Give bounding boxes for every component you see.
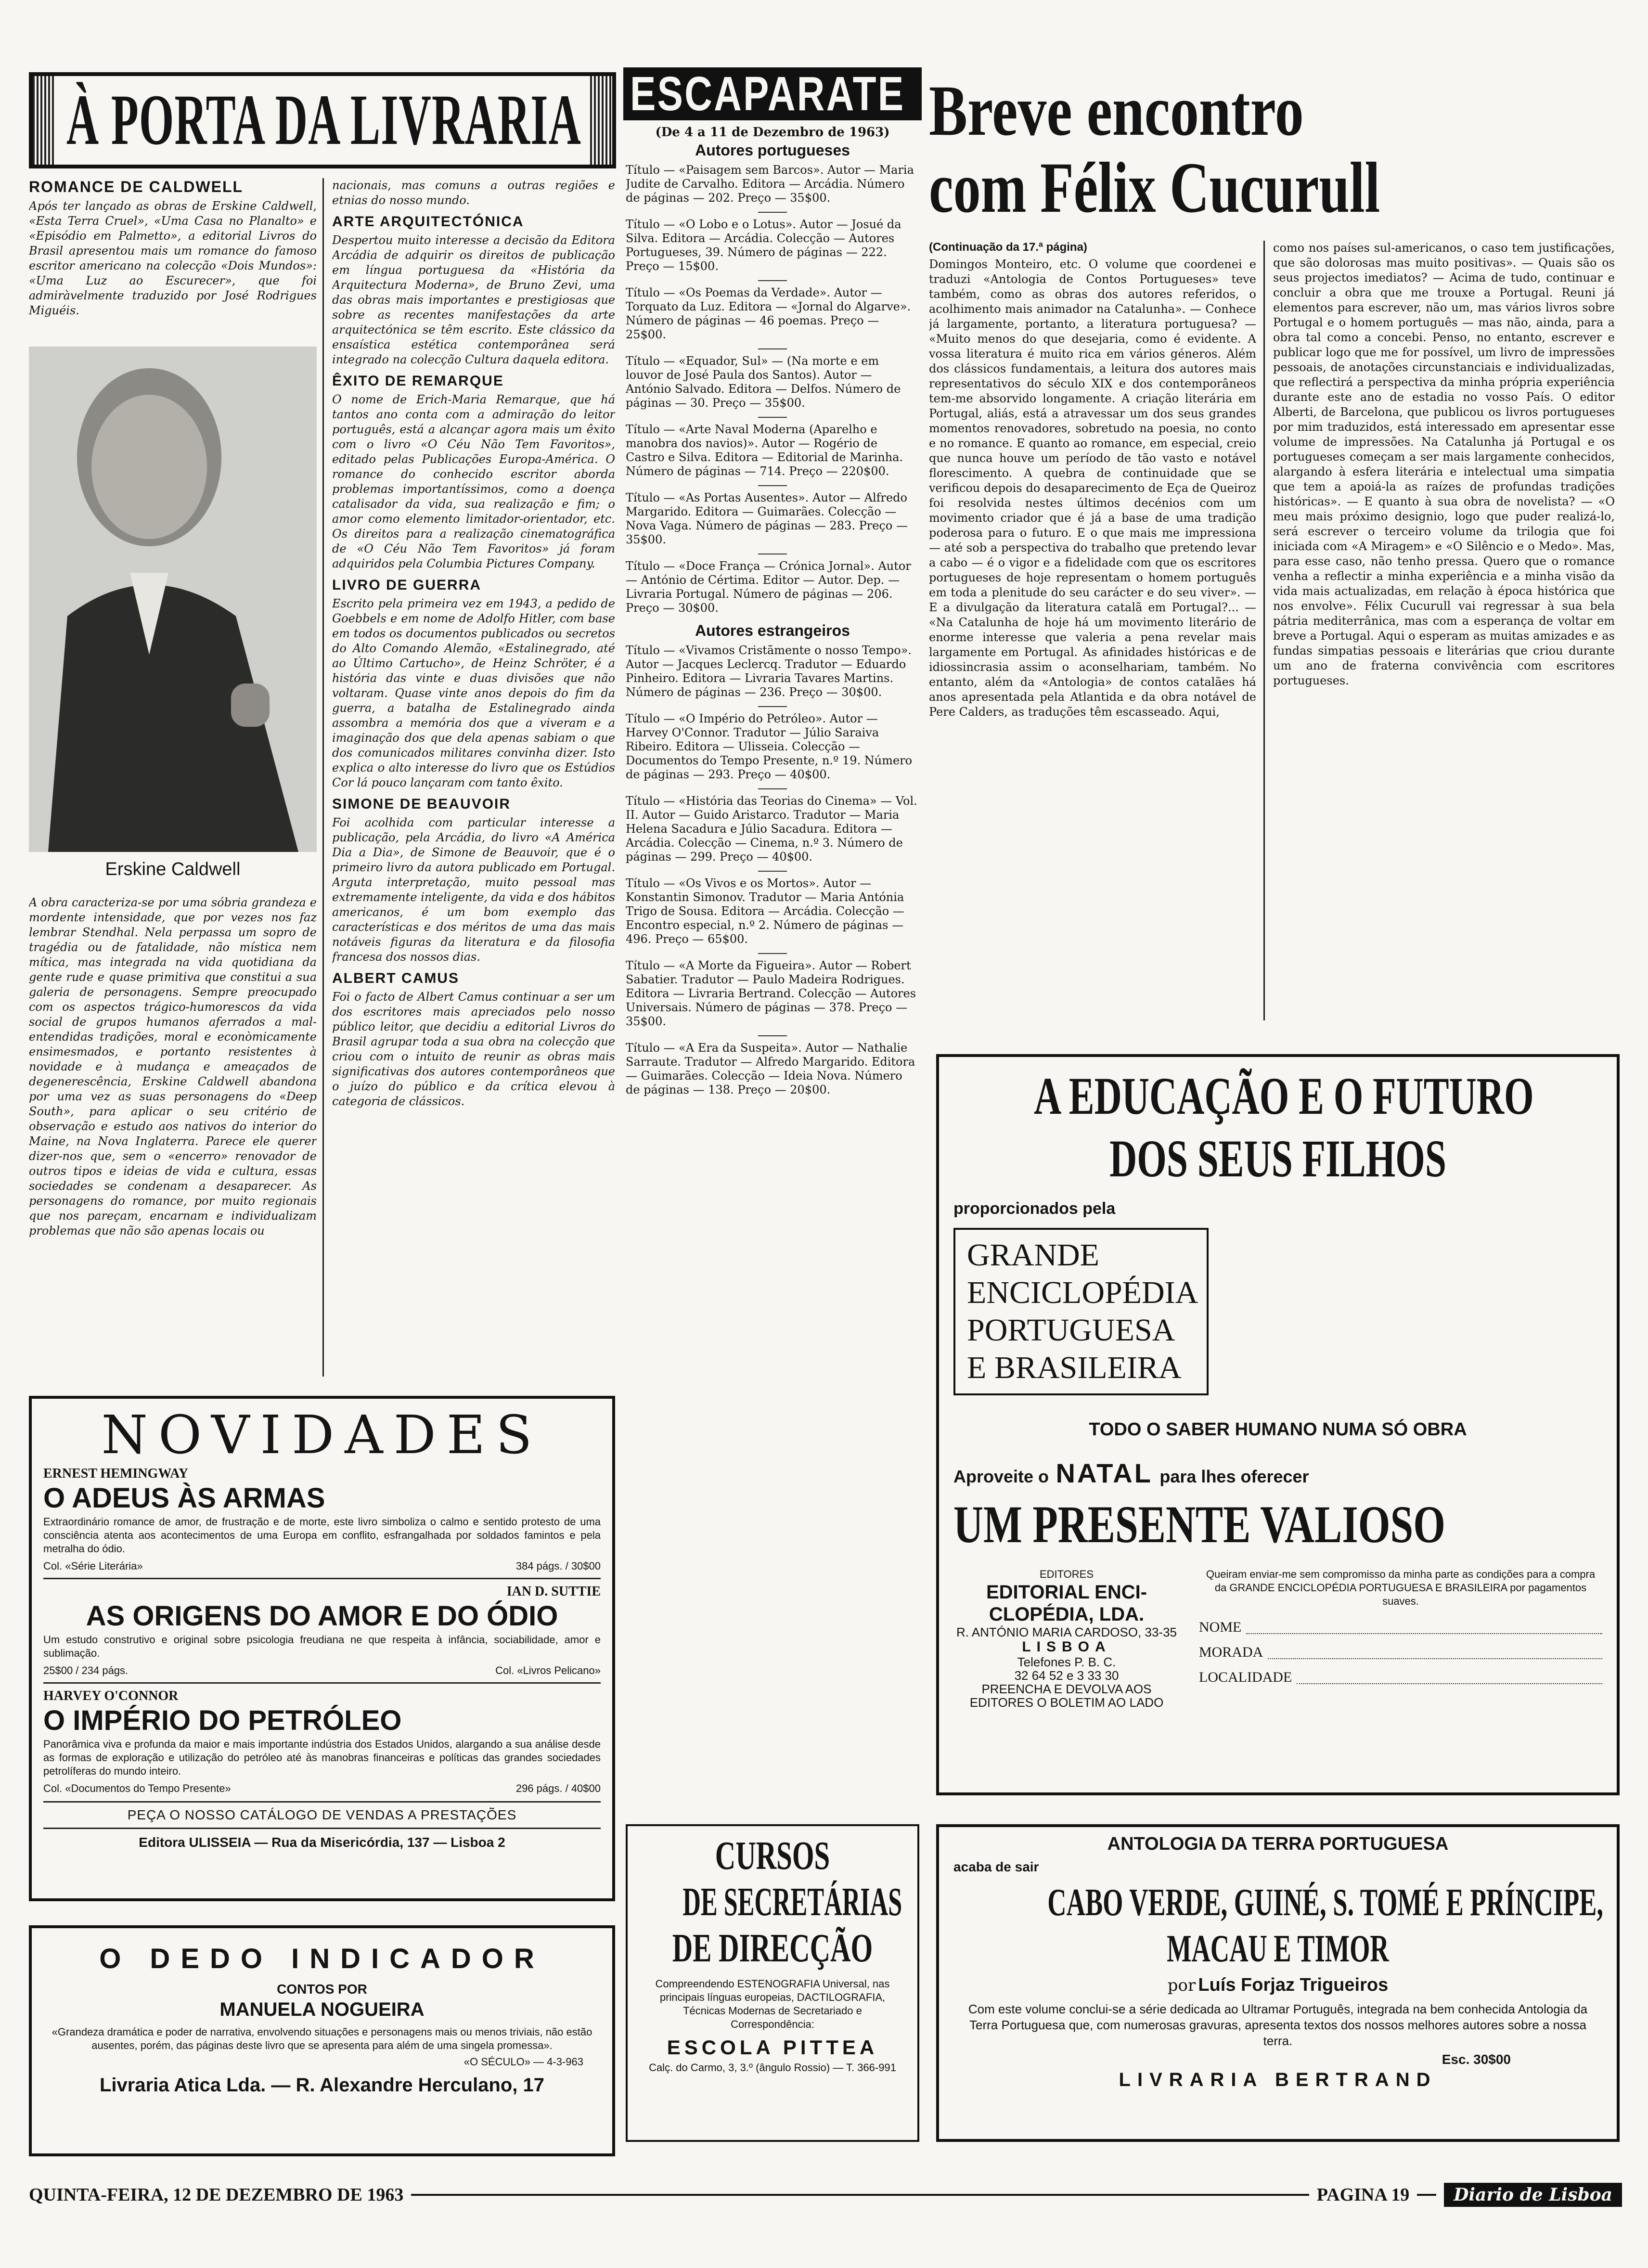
novidades-price-3: 296 págs. / 40$00 bbox=[515, 1782, 601, 1794]
porta-column-2 bbox=[332, 178, 615, 1377]
enc-box bbox=[953, 1228, 1209, 1395]
antologia-t1: CABO VERDE, GUINÉ, S. TOMÉ E PRÍNCIPE, bbox=[1047, 1881, 1603, 1924]
novidades-title-3: O IMPÉRIO DO PETRÓLEO bbox=[43, 1705, 402, 1736]
breve-text-2: como nos países sul-americanos, o caso tem justificações, que são dolorosas mas muito positivas». — Quais são os seus projectos imediatos? — Acima de tudo, continuar e concluir a obra que me trouxe a Portugal. Reuni já elementos para escrever, não um, mas vários livros sobre Portugal e o homem português — mas não, ainda, para a obra tal como a concebi. Penso, no entanto, escrever e publicar logo que me for possível, um livro de impressões pessoais, de anotações circunstanciais e individualizadas, que reflectirá a perspectiva da minha própria experiência durante este ano de estadia no vosso País. O editor Alberti, de Barcelona, que publicou os livros portugueses por mim traduzidos, está interessado em apresentar esse volume de impressões. Na Catalunha já Portugal e os portugueses começam a ser mais largamente conhecidos, alargando à esfera literária e intelectual uma simpatia que tem a apoiá-la as raízes de profundas tradições históricas». — E quanto à sua obra de novelista? — «O meu mais próximo designio, logo que puder realizá-lo, será escrever o terceiro volume da trilogia que foi iniciada com «A Miragem» e «O Silêncio e o Medo». Mas, para esse caso, não tenho pressa. Quero que o romance venha a reflectir a minha experiência e a minha visão da vida mais actualizadas, em relação à época histórica que nos envolve». Félix Cucurull vai regressar à sua bela pátria mediterrânica, mas com a esperança de voltar em breve a Portugal. Aqui o esperam as muitas amizades e as fundas simpatias pessoais e literárias que criou durante um ano de fraterna convivência com escritores portugueses. bbox=[1273, 241, 1615, 687]
dedo-contos: CONTOS POR bbox=[277, 1982, 367, 1997]
photo-caption-box bbox=[29, 859, 317, 888]
educacao-presente: UM PRESENTE VALIOSO bbox=[953, 1495, 1445, 1554]
novidades-price-1: 384 págs. / 30$00 bbox=[515, 1560, 601, 1572]
escaparate-entry-port-1: Título — «O Lobo e o Lotus». Autor — Josué da Silva. Editora — Arcádia. Colecção — Autores Portugueses, 39. Número de páginas — 222. Preço — 15$00. bbox=[626, 218, 901, 273]
escaparate-portugueses-heading: Autores portugueses bbox=[695, 142, 850, 159]
escaparate-entry-estr-5: Título — «A Era da Suspeita». Autor — Nathalie Sarraute. Tradutor — Alfredo Margarido. Editora — Guimarães. Colecção — Ideia Nova. Número de páginas — 138. Preço — 20$00. bbox=[626, 1041, 915, 1096]
editores-tel: 32 64 52 e 3 33 30 bbox=[1014, 1668, 1119, 1683]
escaparate-entry-estr-0: Título — «Vivamos Cristãmente o nosso Tempo». Autor — Jacques Leclercq. Tradutor — Eduardo Pinheiro. Editora — Livraria Tavares Martins. Número de páginas — 236. Preço — 30$00. bbox=[626, 644, 912, 699]
editores-label: EDITORES bbox=[1039, 1568, 1094, 1580]
escaparate-sep bbox=[758, 953, 787, 954]
antologia-desc: Com este volume conclui-se a série dedicada ao Ultramar Português, integrada na bem conhecida Antologia da Terra Portuguesa que, com numerosas gravuras, apresenta textos dos nossos melhores autores sobre a nossa terra. bbox=[968, 2002, 1588, 2048]
cursos-title-3: DE DIRECÇÃO bbox=[672, 1926, 873, 1971]
field-nome-label: NOME bbox=[1199, 1619, 1242, 1635]
novidades-col-3: Col. «Documentos do Tempo Presente» bbox=[43, 1782, 231, 1794]
escaparate-sep bbox=[758, 706, 787, 707]
photo-caption: Erskine Caldwell bbox=[105, 859, 241, 879]
masthead-hatch-right bbox=[590, 76, 612, 165]
aprov-a: Aproveite o bbox=[953, 1467, 1049, 1486]
escaparate-entry-port-0: Título — «Paisagem sem Barcos». Autor — Maria Judite de Carvalho. Editora — Arcádia. Número de páginas — 202. Preço — 35$00. bbox=[626, 163, 914, 205]
novidades-catalog: PEÇA O NOSSO CATÁLOGO DE VENDAS A PRESTAÇÕES bbox=[127, 1807, 517, 1822]
novidades-author-3: HARVEY O'CONNOR bbox=[43, 1688, 179, 1703]
novidades-divider-3 bbox=[43, 1801, 601, 1803]
escaparate-sep bbox=[758, 417, 787, 418]
escaparate-sep bbox=[758, 485, 787, 486]
aprov-b: para lhes oferecer bbox=[1159, 1467, 1309, 1486]
antologia-por bbox=[939, 1975, 1617, 1996]
educacao-aproveite bbox=[953, 1457, 1617, 1489]
aprov-natal: NATAL bbox=[1056, 1458, 1153, 1488]
escaparate-entry-port-6: Título — «Doce França — Crónica Jornal». Autor — António de Cértima. Editor — Autor. Dep. — Livraria Portugal. Número de páginas — 206. Preço — 30$00. bbox=[626, 559, 911, 615]
novidades-col-1: Col. «Série Literária» bbox=[43, 1560, 143, 1572]
editores-tel-label: Telefones P. B. C. bbox=[1017, 1655, 1116, 1669]
educacao-title-2: DOS SEUS FILHOS bbox=[1109, 1129, 1446, 1188]
portrait-illustration bbox=[29, 347, 317, 852]
masthead-hatch-left bbox=[33, 76, 55, 165]
page-footer bbox=[29, 2178, 1622, 2212]
antologia-title: ANTOLOGIA DA TERRA PORTUGUESA bbox=[1107, 1834, 1449, 1854]
section-title-caldwell: ROMANCE DE CALDWELL bbox=[29, 178, 244, 195]
dedo-author: MANUELA NOGUEIRA bbox=[219, 1999, 425, 2020]
section-title-arquitectonica: ARTE ARQUITECTÓNICA bbox=[332, 214, 524, 230]
novidades-title: NOVIDADES bbox=[101, 1404, 543, 1466]
editores-addr: R. ANTÓNIO MARIA CARDOSO, 33-35 bbox=[956, 1625, 1177, 1639]
antologia-footer: LIVRARIA BERTRAND bbox=[1119, 2069, 1437, 2090]
escaparate-entry-port-3: Título — «Equador, Sul» — (Na morte e em louvor de José Paula dos Santos). Autor — António Salvado. Editora — Delfos. Número de páginas — 30. Preço — 35$00. bbox=[626, 354, 901, 410]
escaparate-sep bbox=[758, 871, 787, 872]
breve-text-1: Domingos Monteiro, etc. O volume que coordenei e traduzi «Antologia de Contos Portugueses» teve também, como as obras dos autores referidos, o acolhimento mais animador na Catalunha». — Conhece já largamente, portanto, a literatura portuguesa? — «Muito menos do que desejaria, como é evidente. A vossa literatura é muito rica em vários géneros. Além dos clássicos fundamentais, a leitura dos autores mais representativos do século XIX e dos contemporâneos tem-me absorvido longamente. A criação literária em Portugal, aliás, está a atravessar um dos seus grandes momentos renovadores, sobretudo na poesia, no conto e no romance. E quanto ao romance, em especial, creio que nunca houve um período de tão vasto e notável florescimento. A quebra de continuidade que se verificou depois do desaparecimento de Eça de Queiroz foi resolvida nestes últimos decénios com um movimento criador que é já a base de uma tradição poderosa para o futuro. E o que mais me impressiona — até sob a perspectiva do trabalho que pretendo levar a cabo — é o vigor e a fidelidade com que os escritores portugueses de hoje representam o homem português em toda a plenitude do seu carácter e do seu viver». — E a divulgação da literatura catalã em Portugal?... — «Na Catalunha de hoje há um movimento literário de enorme interesse que valeria a pena revelar mais largamente em Portugal. As afinidades históricas e de idiossincrasia assim o aconselhariam, também. No entanto, além da «Antologia» de contos catalães há anos apresentada pela Atlantida e da obra notável de Pere Calders, as traduções têm escasseado. Aqui, bbox=[929, 258, 1256, 719]
editores-name-1: EDITORIAL ENCI- bbox=[986, 1582, 1147, 1603]
breve-column-1 bbox=[929, 241, 1256, 1020]
section-text-guerra: Escrito pela primeira vez em 1943, a pedido de Goebbels e em nome de Adolfo Hitler, com base em todos os documentos publicados ou secretos do Alto Comando Alemão, «Estalinegrado, até ao Último Cartucho», de Heinz Schröter, é a história das vinte e duas divisões que não voltaram. Quase vinte anos depois do fim da guerra, a batalha de Estalinegrado ainda assombra a memória dos que a viveram e a imaginação dos que dela apenas sabiam o que dos comunicados militares convinha dizer. Isto explica o alto interesse do livro que os Estúdios Cor lá pouco lançaram com tanto êxito. bbox=[332, 597, 615, 789]
educacao-todo: TODO O SABER HUMANO NUMA SÓ OBRA bbox=[1089, 1419, 1467, 1440]
footer-paper: Diario de Lisboa bbox=[1454, 2185, 1612, 2205]
editores-city: LISBOA bbox=[1022, 1639, 1111, 1655]
escaparate-sep bbox=[758, 348, 787, 349]
ad-cursos bbox=[626, 1824, 919, 2142]
antologia-por-a: por bbox=[1167, 1976, 1196, 1995]
editores-block bbox=[953, 1568, 1180, 1709]
dedo-source: «O SÉCULO» — 4-3-963 bbox=[464, 2056, 583, 2068]
cursos-title-2: DE SECRETÁRIAS bbox=[682, 1880, 902, 1924]
section-text-arquitectonica: Despertou muito interesse a decisão da Editora Arcádia de adquirir os direitos de publicação em língua portuguesa da «História da Arquitectura Moderna», de Bruno Zevi, uma das obras mais importantes e prestigiosas que sobre as recentes manifestações da arte arquitectónica se têm escrito. Este clássico da ensaística estética contemporânea será integrado na colecção Cultura daquela editora. bbox=[332, 233, 615, 366]
footer-date: QUINTA-FEIRA, 12 DE DEZEMBRO DE 1963 bbox=[29, 2185, 404, 2205]
educacao-prop: proporcionados pela bbox=[953, 1199, 1116, 1218]
editores-form-note: PREENCHA E DEVOLVA AOS EDITORES O BOLETIM AO LADO bbox=[969, 1682, 1164, 1710]
enc-line-3: E BRASILEIRA bbox=[967, 1350, 1182, 1385]
novidades-title-1: O ADEUS ÀS ARMAS bbox=[43, 1482, 325, 1514]
porta-masthead-frame bbox=[29, 72, 616, 168]
escaparate-entry-port-2: Título — «Os Poemas da Verdade». Autor — Torquato da Luz. Editora — «Jornal do Algarve». Número de páginas — 46 poemas. Preço — 25$00. bbox=[626, 286, 911, 341]
escaparate-column bbox=[626, 125, 919, 1795]
enc-line-0: GRANDE bbox=[967, 1237, 1099, 1273]
breve-header bbox=[929, 72, 1622, 231]
cursos-title-1: CURSOS bbox=[715, 1833, 830, 1878]
section-title-guerra: LIVRO DE GUERRA bbox=[332, 577, 482, 593]
section-text-camus: Foi o facto de Albert Camus continuar a ser um dos escritores mais apreciados pelo nosso público leitor, que decidiu a editorial Livros do Brasil agrupar toda a sua obra na colecção que criou com o intuito de reunir as obras mais significativas dos autores contemporâneos que o juízo do público e da crítica elevou à categoria de clássicos. bbox=[332, 990, 615, 1108]
field-morada-label: MORADA bbox=[1199, 1644, 1263, 1660]
porta-column-rule bbox=[322, 178, 324, 1377]
footer-paper-logo bbox=[1444, 2183, 1622, 2207]
antologia-acaba: acaba de sair bbox=[953, 1859, 1039, 1874]
educacao-title-1: A EDUCAÇÃO E O FUTURO bbox=[1034, 1067, 1534, 1125]
novidades-desc-1: Extraordinário romance de amor, de frustração e de morte, este livro simboliza o calmo e sentido protesto de uma consciência atenta aos acontecimentos de uma Europa em conflito, esfrangalhada por soldados famintos e pela metralha do ódio. bbox=[43, 1516, 601, 1555]
escaparate-sep bbox=[758, 1035, 787, 1036]
photo-erskine-caldwell bbox=[29, 347, 317, 852]
novidades-divider-2 bbox=[43, 1682, 601, 1684]
novidades-divider-1 bbox=[43, 1578, 601, 1579]
section-title-beauvoir: SIMONE DE BEAUVOIR bbox=[332, 796, 511, 812]
novidades-desc-2: Um estudo construtivo e original sobre psicologia freudiana ne que respeita à infância, sociabilidade, amor e sublimação. bbox=[43, 1634, 601, 1659]
enc-line-2: PORTUGUESA bbox=[967, 1313, 1175, 1348]
ad-dedo-indicador bbox=[29, 1925, 615, 2156]
escaparate-estrangeiros-heading: Autores estrangeiros bbox=[695, 622, 850, 639]
antologia-t2: MACAU E TIMOR bbox=[1167, 1928, 1389, 1970]
cursos-desc: Compreendendo ESTENOGRAFIA Universal, nas principais línguas europeias, DACTILOGRAFIA, Técnicas Modernas de Secretariado e Correspondência: bbox=[655, 1978, 890, 2030]
ad-novidades bbox=[29, 1396, 615, 1901]
novidades-author-2: IAN D. SUTTIE bbox=[506, 1584, 601, 1599]
breve-column-rule bbox=[1263, 241, 1265, 1020]
escaparate-entry-port-4: Título — «Arte Naval Moderna (Aparelho e manobra dos navios)». Autor — Rogério de Castro e Silva. Editora — Editorial de Marinha. Número de páginas — 714. Preço — 220$00. bbox=[626, 423, 903, 478]
escaparate-entry-estr-3: Título — «Os Vivos e os Mortos». Autor — Konstantin Simonov. Tradutor — Maria Antónia Trigo de Sousa. Editora — Arcádia. Colecção — Encontro especial, n.º 2. Número de páginas — 496. Preço — 65$00. bbox=[626, 876, 904, 946]
section-title-camus: ALBERT CAMUS bbox=[332, 970, 459, 986]
escaparate-sep bbox=[758, 280, 787, 281]
ad-educacao bbox=[936, 1054, 1620, 1795]
escaparate-entry-estr-2: Título — «História das Teorias do Cinema» — Vol. II. Autor — Guido Aristarco. Tradutor — Maria Helena Sacadura e Júlio Sacadura. Editora — Arcádia. Colecção — Cinema, n.º 3. Número de páginas — 299. Preço — 40$00. bbox=[626, 794, 917, 863]
section-text-caldwell: Após ter lançado as obras de Erskine Caldwell, «Esta Terra Cruel», «Uma Casa no Planalto» e «Episódio em Palmetto», a editorial Livros do Brasil apresentou mais um romance do famoso escritor americano na colecção «Dois Mundos»: «Uma Luz ao Escurecer», que foi admiràvelmente traduzido por José Rodrigues Miguéis. bbox=[29, 199, 317, 317]
section-text-remarque: O nome de Erich-Maria Remarque, que há tantos ano conta com a admiração do leitor português, está a alcançar agora mais um êxito com o livro «O Céu Não Tem Favoritos», editado pelas Publicações Europa-América. O romance do conhecido escritor aborda problemas importantíssimos, como a doença catalisador da vida, sua realização e fim; o amor como elemento limitador-orientador, etc. Os direitos para a realização cinematográfica de «O Céu Não Tem Favoritos» já foram adquiridos pela Columbia Pictures Company. bbox=[332, 393, 615, 570]
breve-title-1: Breve encontro bbox=[929, 72, 1304, 151]
dedo-title: O DEDO INDICADOR bbox=[99, 1943, 545, 1974]
escaparate-entry-estr-1: Título — «O Império do Petróleo». Autor — Harvey O'Connor. Tradutor — Júlio Saraiva Ribeiro. Editora — Ulisseia. Colecção — Documentos do Tempo Presente, n.º 19. Número de páginas — 293. Preço — 40$00. bbox=[626, 712, 913, 781]
novidades-author-1: ERNEST HEMINGWAY bbox=[43, 1466, 189, 1481]
ad-antologia bbox=[936, 1824, 1620, 2142]
escaparate-dates: (De 4 a 11 de Dezembro de 1963) bbox=[655, 125, 890, 140]
novidades-title-2: AS ORIGENS DO AMOR E DO ÓDIO bbox=[86, 1600, 558, 1632]
section-text-caldwell-end: nacionais, mas comuns a outras regiões e etnias do nosso mundo. bbox=[332, 179, 615, 207]
cursos-address: Calç. do Carmo, 3, 3.º (ângulo Rossio) — T. 366-991 bbox=[649, 2062, 896, 2074]
order-form bbox=[1199, 1568, 1602, 1709]
footer-page: PAGINA 19 bbox=[1316, 2185, 1410, 2205]
field-morada-input[interactable] bbox=[1268, 1647, 1602, 1659]
masthead-porta: À PORTA DA LIVRARIA bbox=[66, 80, 582, 160]
field-localidade-label: LOCALIDADE bbox=[1199, 1669, 1292, 1685]
footer-rule-left bbox=[411, 2194, 1309, 2196]
porta-column-1-cont bbox=[29, 895, 317, 1377]
section-text-beauvoir: Foi acolhida com particular interesse a publicação, pela Arcádia, do livro «A América Dia a Dia», de Simone de Beauvoir, que é o primeiro livro da autora publicado em Portugal. Arguta interpretação, muito pessoal mas extremamente inteligente, da vida e dos hábitos americanos, é um bom exemplo das características e dos méritos de uma das mais notáveis figuras da literatura e da filosofia francesa dos nossos dias. bbox=[332, 816, 615, 964]
novidades-divider-4 bbox=[43, 1828, 601, 1829]
antologia-por-b: Luís Forjaz Trigueiros bbox=[1198, 1975, 1389, 1995]
breve-title-2: com Félix Cucurull bbox=[929, 148, 1380, 228]
field-nome-input[interactable] bbox=[1246, 1622, 1602, 1634]
editores-name-2: CLOPÉDIA, LDA. bbox=[989, 1604, 1145, 1625]
breve-column-2 bbox=[1273, 241, 1615, 1020]
escaparate-sep bbox=[758, 788, 787, 789]
novidades-desc-3: Panorâmica viva e profunda da maior e mais importante indústria dos Estados Unidos, alargando a sua análise desde as formas de exploração e utilização do petróleo até às manobras financeiras e políticas das grandes sociedades petrolíferas do mundo inteiro. bbox=[43, 1738, 601, 1777]
novidades-footer: Editora ULISSEIA — Rua da Misericórdia, 137 — Lisboa 2 bbox=[139, 1835, 505, 1850]
field-localidade-input[interactable] bbox=[1297, 1672, 1602, 1684]
footer-rule-right bbox=[1417, 2194, 1436, 2196]
escaparate-header bbox=[623, 67, 922, 120]
breve-cont: (Continuação da 17.ª página) bbox=[929, 241, 1087, 254]
escaparate-entry-port-5: Título — «As Portas Ausentes». Autor — Alfredo Margarido. Editora — Guimarães. Colecção — Nova Vaga. Número de páginas — 283. Preço — 35$00. bbox=[626, 491, 908, 546]
section-title-remarque: ÊXITO DE REMARQUE bbox=[332, 373, 504, 389]
escaparate-sep bbox=[758, 212, 787, 213]
dedo-footer: Livraria Atica Lda. — R. Alexandre Herculano, 17 bbox=[99, 2075, 545, 2096]
novidades-col-2: Col. «Livros Pelicano» bbox=[495, 1664, 601, 1676]
novidades-price-2: 25$00 / 234 págs. bbox=[43, 1664, 129, 1676]
section-text-caldwell-cont: A obra caracteriza-se por uma sóbria grandeza e mordente intensidade, que por vezes nos faz lembrar Stendhal. Nela perpassa um sopro de tragédia ou de fatalidade, não mística nem mítica, mas integrada na vida quotidiana da gente rude e quase primitiva que constitui a sua galeria de personagens. Sempre preocupado com os aspectos trágico-humorescos da vida social de grupos humanos aferrados a mal-entendidas tradições, moral e econòmicamente ensimesmados, e portanto resistentes à novidade e à mudança e ameaçados de degenerescência, Erskine Caldwell abandona por uma vez as suas personagens do «Deep South», para aplicar o seu critério de observação e estudo aos nativos do interior do Maine, na Nova Inglaterra. Parece ele querer dizer-nos que, sem o «encerro» renovador de outros tipos e ideias de vida e cultura, essas sociedades se condenam a desaparecer. As personagens do romance, por muito regionais que nos pareçam, encarnam e individualizam problemas que não são apenas locais ou bbox=[29, 896, 317, 1237]
cursos-school: ESCOLA PITTEA bbox=[667, 2036, 878, 2059]
antologia-price: Esc. 30$00 bbox=[1442, 2052, 1511, 2067]
escaparate-entry-estr-4: Título — «A Morte da Figueira». Autor — Robert Sabatier. Tradutor — Paulo Madeira Rodrigues. Editora — Livraria Bertrand. Colecção — Autores Universais. Número de páginas — 378. Preço — 35$00. bbox=[626, 959, 916, 1028]
escaparate-title: ESCAPARATE bbox=[630, 67, 905, 121]
dedo-quote: «Grandeza dramática e poder de narrativa, envolvendo situações e personagens mais ou menos triviais, não estão ausentes, porém, das páginas deste livro que se apresenta para além de uma singela promessa». bbox=[52, 2026, 592, 2051]
order-form-text: Queiram enviar-me sem compromisso da minha parte as condições para a compra da GRANDE ENCICLOPÉDIA PORTUGUESA E BRASILEIRA por pagamentos suaves. bbox=[1206, 1568, 1596, 1607]
enc-line-1: ENCICLOPÉDIA bbox=[967, 1275, 1198, 1310]
